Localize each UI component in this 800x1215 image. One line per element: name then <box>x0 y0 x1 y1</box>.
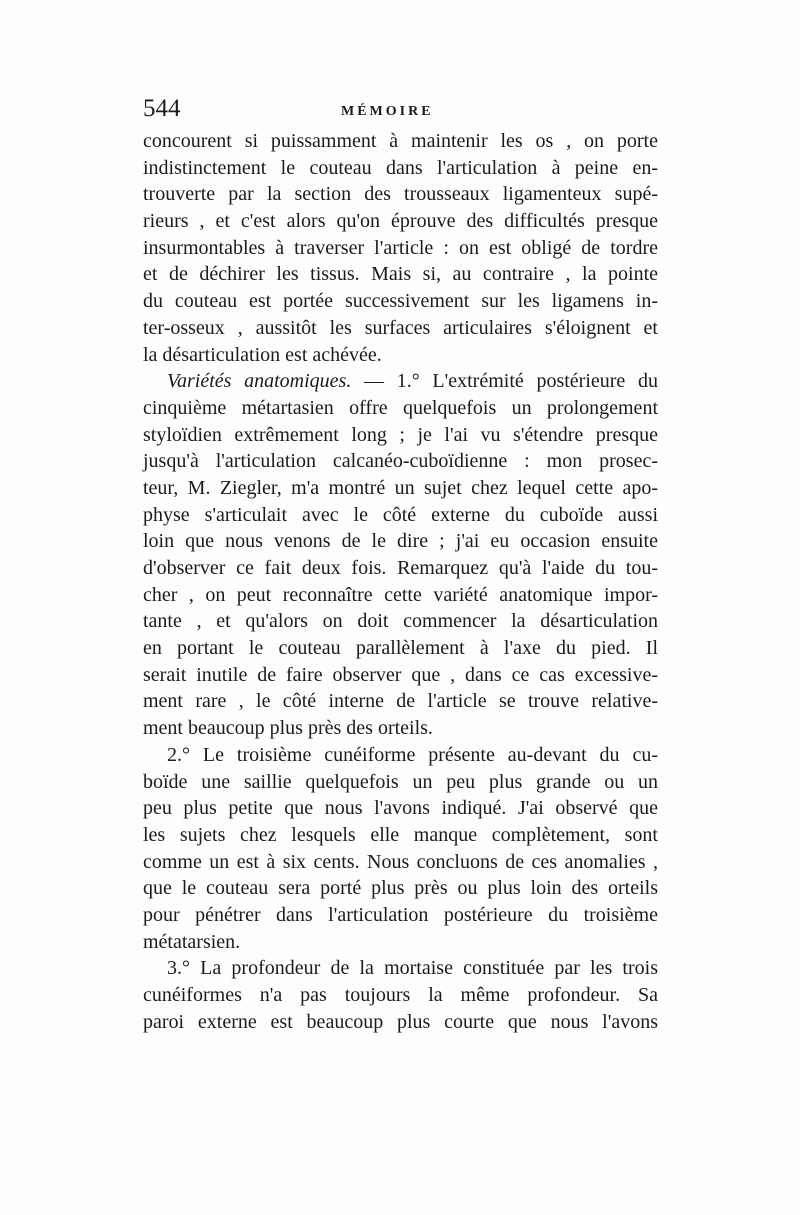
text-line: métatarsien. <box>143 930 241 953</box>
text-line: ment rare , le côté interne de l'article se trouve relative- <box>143 690 658 713</box>
text-line: que le couteau sera porté plus près ou plus loin des orteils <box>143 877 658 900</box>
section-heading-line <box>143 368 658 395</box>
text-line: pour pénétrer dans l'articulation postérieure du troisième <box>143 903 658 926</box>
text-line: d'observer ce fait deux fois. Remarquez qu'à l'aide du tou- <box>143 557 658 579</box>
running-title: MÉMOIRE <box>341 104 434 119</box>
text-line-continuation: — 1.° L'extrémité postérieure du <box>351 370 658 393</box>
text-line: indistinctement le couteau dans l'articulation à peine en- <box>143 156 658 179</box>
text-line: ment beaucoup plus près des orteils. <box>143 717 433 740</box>
text-line: du couteau est portée successivement sur les ligamens in- <box>143 290 658 313</box>
text-line: physe s'articulait avec le côté externe du cuboïde aussi <box>143 503 658 526</box>
page-header <box>143 95 663 129</box>
text-line: jusqu'à l'articulation calcanéo-cuboïdienne : mon prosec- <box>143 450 658 473</box>
text-line: teur, M. Ziegler, m'a montré un sujet chez lequel cette apo- <box>143 476 658 499</box>
section-heading: Variétés anatomiques. <box>167 370 352 393</box>
text-line: serait inutile de faire observer que , dans ce cas excessive- <box>143 663 658 686</box>
text-line: cinquième métartasien offre quelquefois un prolongement <box>143 396 658 419</box>
text-line: 2.° Le troisième cunéiforme présente au-devant du cu- <box>167 743 658 766</box>
text-line: tante , et qu'alors on doit commencer la désarticulation <box>143 610 658 633</box>
text-line: trouverte par la section des trousseaux ligamenteux supé- <box>143 183 658 206</box>
text-line: la désarticulation est achévée. <box>143 343 382 366</box>
page-number: 544 <box>143 95 181 122</box>
body-text <box>143 128 658 1035</box>
text-line: en portant le couteau parallèlement à l'axe du pied. Il <box>143 637 658 660</box>
text-line: boïde une saillie quelquefois un peu plus grande ou un <box>143 770 658 793</box>
text-line: cher , on peut reconnaître cette variété anatomique impor- <box>143 583 658 606</box>
text-line: 3.° La profondeur de la mortaise constituée par les trois <box>167 957 658 980</box>
text-line: paroi externe est beaucoup plus courte que nous l'avons <box>143 1010 658 1033</box>
text-line: et de déchirer les tissus. Mais si, au contraire , la pointe <box>143 263 658 286</box>
text-line: les sujets chez lesquels elle manque complètement, sont <box>143 823 658 846</box>
text-line: loin que nous venons de le dire ; j'ai eu occasion ensuite <box>143 530 658 553</box>
text-line: rieurs , et c'est alors qu'on éprouve des difficultés presque <box>143 210 658 233</box>
text-line: insurmontables à traverser l'article : on est obligé de tordre <box>143 236 658 259</box>
text-line: cunéiformes n'a pas toujours la même profondeur. Sa <box>143 984 658 1006</box>
text-line: styloïdien extrêmement long ; je l'ai vu s'étendre presque <box>143 423 658 446</box>
text-line: ter-osseux , aussitôt les surfaces articulaires s'éloignent et <box>143 316 658 339</box>
text-line: peu plus petite que nous l'avons indiqué. J'ai observé que <box>143 797 658 820</box>
text-line: concourent si puissamment à maintenir les os , on porte <box>143 130 658 152</box>
text-line: comme un est à six cents. Nous concluons de ces anomalies , <box>143 850 658 873</box>
